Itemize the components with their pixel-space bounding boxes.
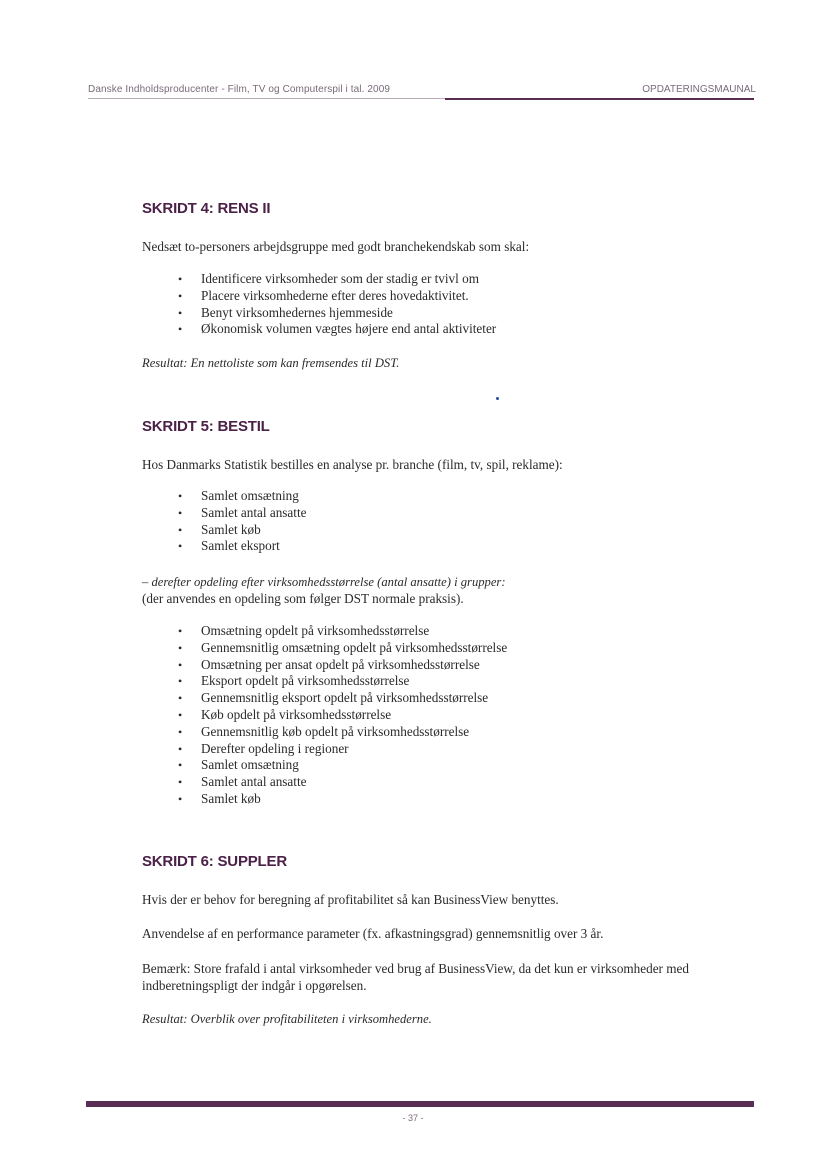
page-number: - 37 - bbox=[402, 1113, 424, 1123]
step5-note-italic: – derefter opdeling efter virksomhedsstørrelse (antal ansatte) i grupper: bbox=[142, 575, 506, 589]
list-item: • Samlet køb bbox=[178, 522, 306, 539]
list-item: • Samlet antal ansatte bbox=[178, 774, 507, 791]
list-item: • Gennemsnitlig køb opdelt på virksomhedsstørrelse bbox=[178, 724, 507, 741]
step4-result: Resultat: En nettoliste som kan fremsendes til DST. bbox=[142, 356, 400, 370]
list-item: • Omsætning opdelt på virksomhedsstørrelse bbox=[178, 623, 507, 640]
list-item: • Eksport opdelt på virksomhedsstørrelse bbox=[178, 673, 507, 690]
list-item: • Økonomisk volumen vægtes højere end antal aktiviteter bbox=[178, 321, 496, 338]
stray-dot bbox=[496, 397, 499, 400]
list-item: • Placere virksomhederne efter deres hovedaktivitet. bbox=[178, 288, 496, 305]
list-item: • Benyt virksomhedernes hjemmeside bbox=[178, 305, 496, 322]
running-header-title: Danske Indholdsproducenter - Film, TV og Computerspil i tal. 2009 bbox=[88, 84, 391, 95]
list-item: • Gennemsnitlig omsætning opdelt på virksomhedsstørrelse bbox=[178, 640, 507, 657]
step6-paragraph-1: Hvis der er behov for beregning af profitabilitet så kan BusinessView benyttes. bbox=[142, 892, 559, 907]
step6-result: Resultat: Overblik over profitabiliteten i virksomhederne. bbox=[142, 1012, 432, 1026]
list-item: • Omsætning per ansat opdelt på virksomhedsstørrelse bbox=[178, 657, 507, 674]
step6-paragraph-3: Bemærk: Store frafald i antal virksomheder ved brug af BusinessView, da det kun er virksomheder med indberetningspligt der indgår i opgørelsen. bbox=[142, 961, 689, 993]
running-header-section: OPDATERINGSMAUNAL bbox=[642, 84, 756, 95]
step5-intro: Hos Danmarks Statistik bestilles en analyse pr. branche (film, tv, spil, reklame): bbox=[142, 457, 563, 472]
footer-bar bbox=[86, 1101, 754, 1107]
step5-bullet-list bbox=[178, 488, 306, 555]
header-rule-accent bbox=[445, 98, 754, 100]
step5-note: (der anvendes en opdeling som følger DST normale praksis). bbox=[142, 591, 464, 606]
step6-heading: SKRIDT 6: SUPPLER bbox=[142, 853, 287, 870]
step4-bullet-list bbox=[178, 271, 496, 338]
step5-breakdown-list bbox=[178, 623, 507, 808]
list-item: • Samlet eksport bbox=[178, 538, 306, 555]
list-item: • Køb opdelt på virksomhedsstørrelse bbox=[178, 707, 507, 724]
list-item: • Samlet omsætning bbox=[178, 757, 507, 774]
step5-heading: SKRIDT 5: BESTIL bbox=[142, 418, 270, 435]
step4-heading: SKRIDT 4: RENS II bbox=[142, 200, 271, 217]
step4-intro: Nedsæt to-personers arbejdsgruppe med godt branchekendskab som skal: bbox=[142, 239, 530, 254]
list-item: • Derefter opdeling i regioner bbox=[178, 741, 507, 758]
step6-paragraph-2: Anvendelse af en performance parameter (fx. afkastningsgrad) gennemsnitlig over 3 år. bbox=[142, 926, 604, 941]
list-item: • Samlet antal ansatte bbox=[178, 505, 306, 522]
list-item: • Samlet omsætning bbox=[178, 488, 306, 505]
list-item: • Samlet køb bbox=[178, 791, 507, 808]
list-item: • Identificere virksomheder som der stadig er tvivl om bbox=[178, 271, 496, 288]
list-item: • Gennemsnitlig eksport opdelt på virksomhedsstørrelse bbox=[178, 690, 507, 707]
